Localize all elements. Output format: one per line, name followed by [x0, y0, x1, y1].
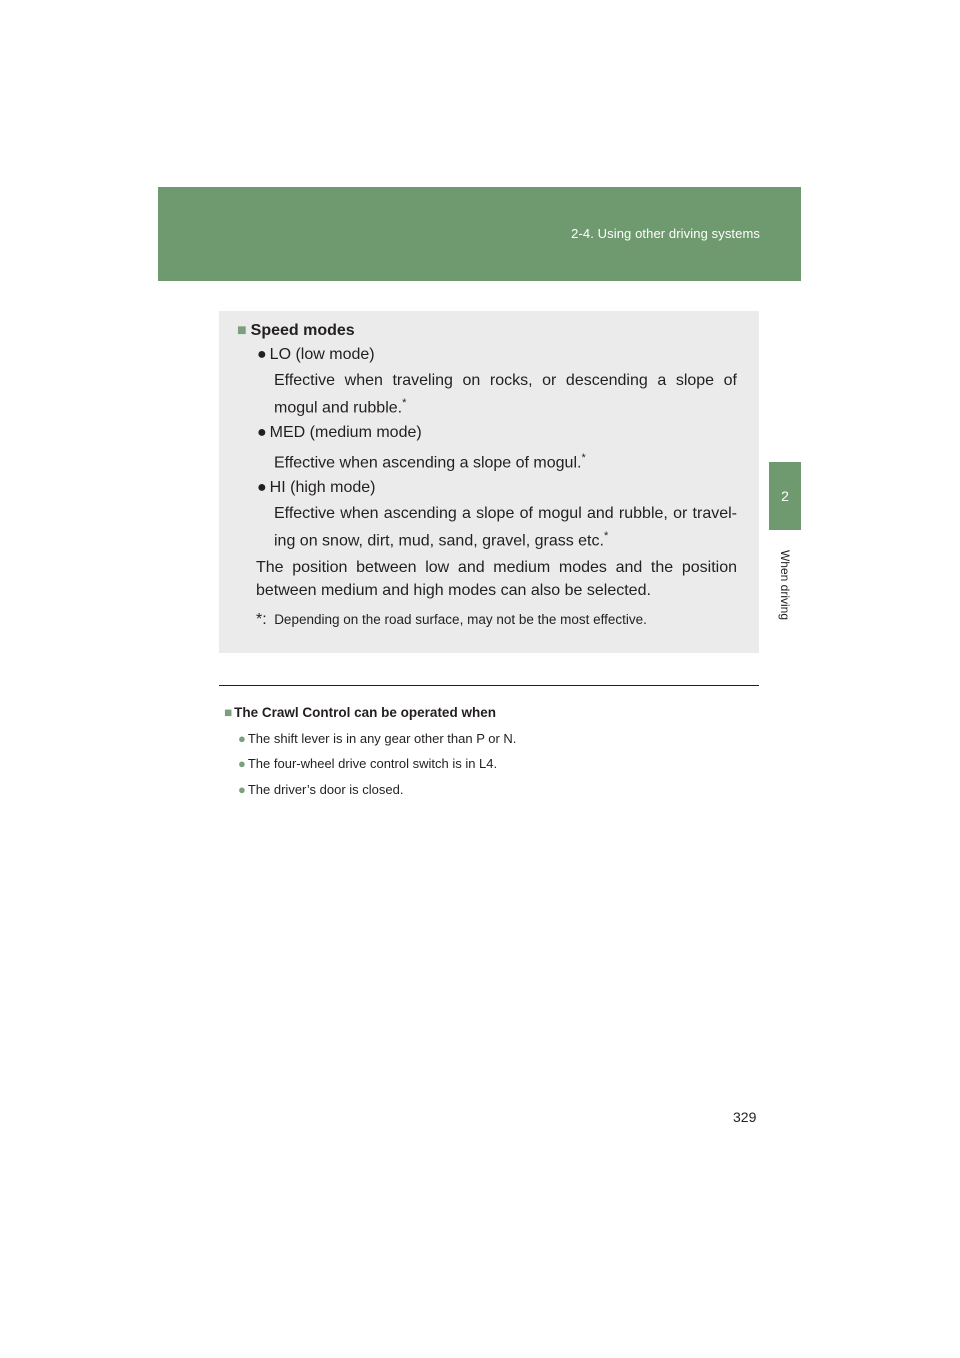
footnote: [256, 611, 647, 629]
condition-item: ● The four-wheel drive control switch is in L4.: [238, 756, 498, 771]
bullet-icon: ●: [257, 424, 267, 441]
chapter-tab: [769, 462, 801, 530]
speed-modes-heading: ■ Speed modes: [237, 322, 355, 339]
section-title: 2-4. Using other driving systems: [571, 226, 760, 241]
header-band: [158, 187, 801, 281]
mode-hi-description: Effective when ascending a slope of mogul and rubble, or travel-ing on snow, dirt, mud, sand, gravel, grass etc.*: [274, 505, 737, 550]
speed-modes-box: [219, 311, 759, 653]
condition-item: ● The shift lever is in any gear other than P or N.: [238, 731, 517, 746]
mode-lo-description: Effective when traveling on rocks, or descending a slope of mogul and rubble.*: [274, 372, 737, 417]
mode-med-title: ● MED (medium mode): [257, 424, 422, 441]
condition-item: ● The driver’s door is closed.: [238, 782, 404, 797]
square-bullet-icon: ■: [237, 322, 247, 339]
footnote-text: Depending on the road surface, may not be the most effective.: [274, 612, 647, 627]
bullet-icon: ●: [257, 479, 267, 496]
mode-med-description: Effective when ascending a slope of mogul.*: [274, 452, 586, 472]
intermediate-positions-note: The position between low and medium modes and the position between medium and high modes can also be selected.: [256, 559, 737, 599]
bullet-icon: ●: [238, 782, 246, 797]
chapter-label-text: When driving: [778, 549, 792, 621]
mode-hi-title: ● HI (high mode): [257, 479, 376, 496]
conditions-heading: ■ The Crawl Control can be operated when: [224, 705, 496, 720]
page-number: 329: [733, 1109, 757, 1125]
mode-lo-title: ● LO (low mode): [257, 346, 375, 363]
square-bullet-icon: ■: [224, 705, 233, 720]
chapter-label: [762, 540, 808, 630]
bullet-icon: ●: [257, 346, 267, 363]
chapter-number: 2: [781, 488, 789, 504]
section-divider: [219, 685, 759, 686]
bullet-icon: ●: [238, 756, 246, 771]
footnote-mark: *:: [256, 611, 267, 628]
bullet-icon: ●: [238, 731, 246, 746]
